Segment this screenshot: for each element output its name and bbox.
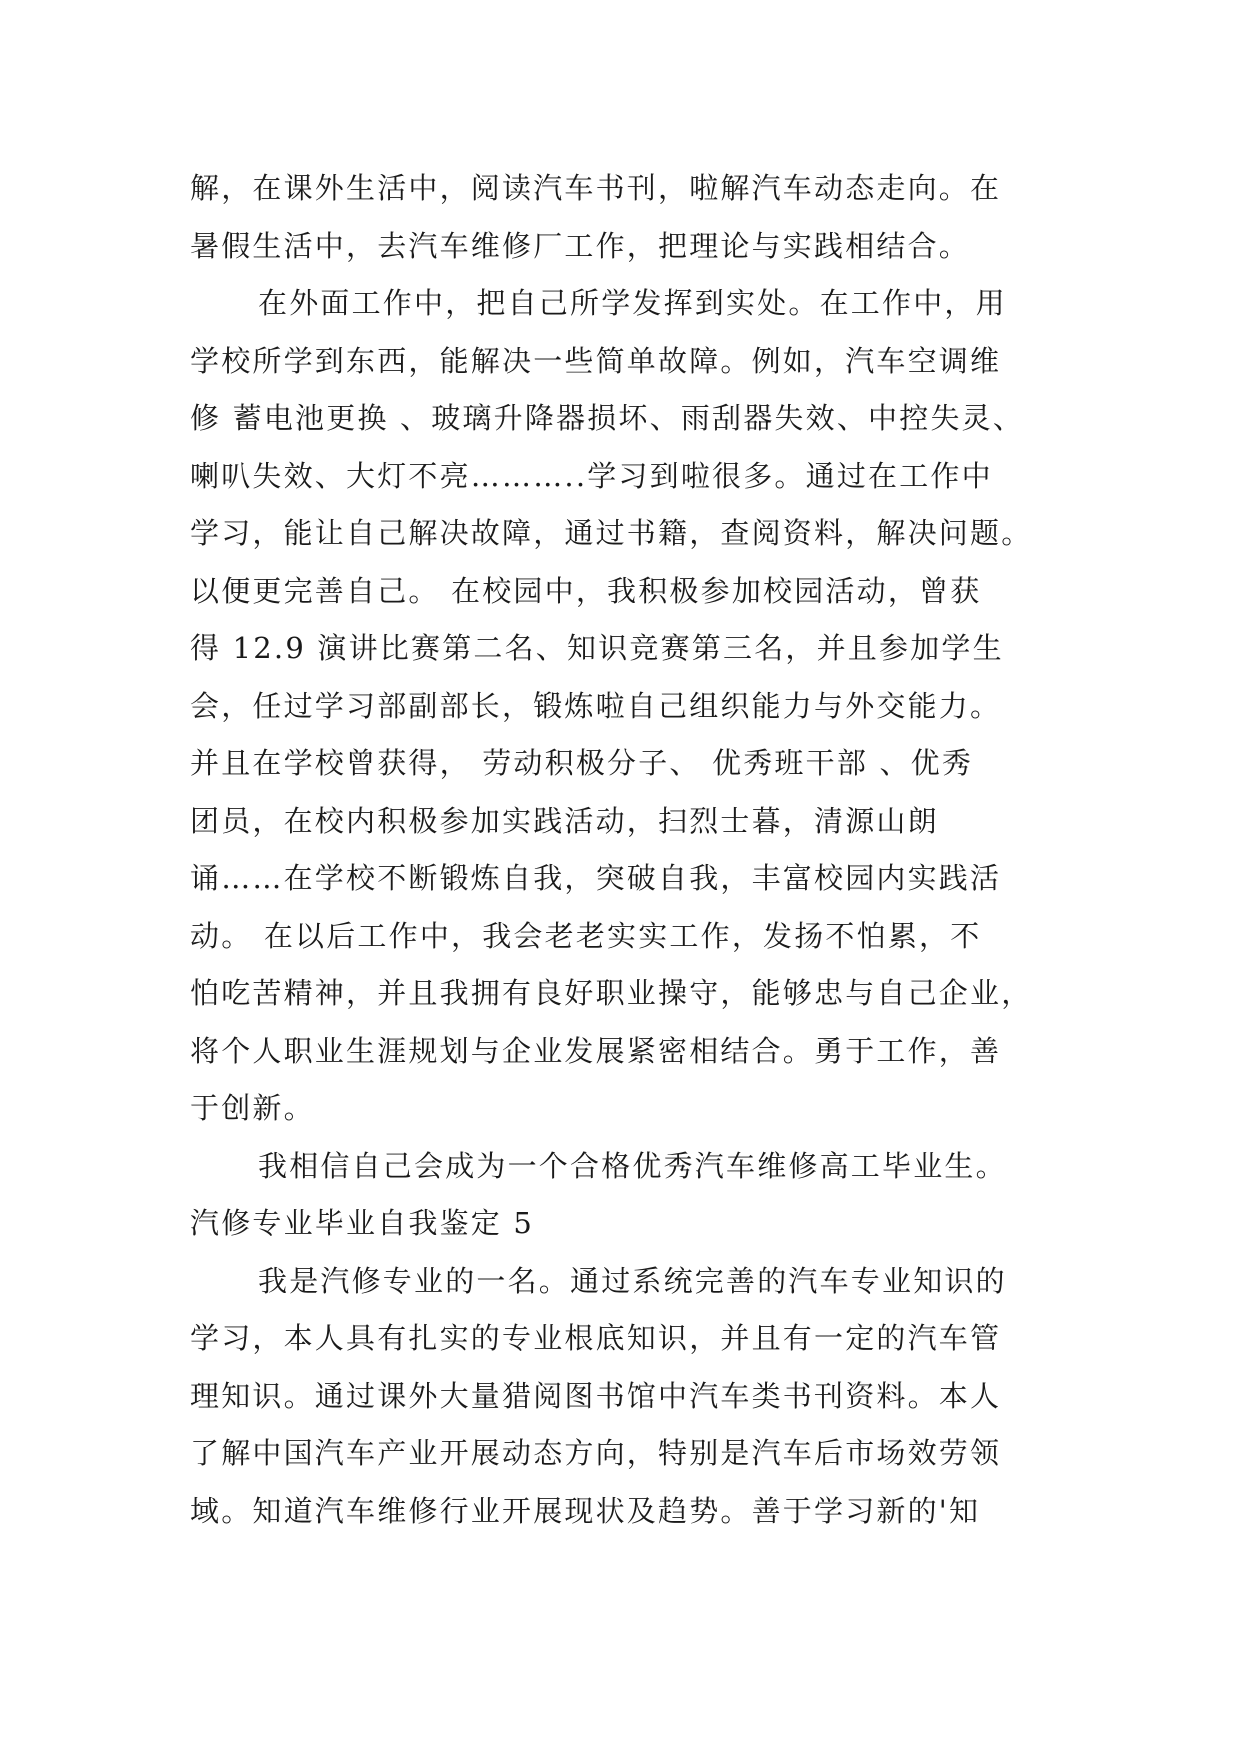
text-line: 域。知道汽车维修行业开展现状及趋势。善于学习新的'知 — [190, 1493, 981, 1528]
text-line: 以便更完善自己。 在校园中，我积极参加校园活动，曾获 — [190, 573, 982, 608]
text-line: 于创新。 — [190, 1091, 315, 1125]
text-line: 诵……在学校不断锻炼自我，突破自我，丰富校园内实践活 — [190, 861, 1002, 895]
text-line: 学习，本人具有扎实的专业根底知识，并且有一定的汽车管 — [190, 1321, 1002, 1355]
text-line: 我相信自己会成为一个合格优秀汽车维修高工毕业生。 — [258, 1148, 1007, 1183]
text-line: 我是汽修专业的一名。通过系统完善的汽车专业知识的 — [258, 1263, 1007, 1298]
text-line: 解，在课外生活中，阅读汽车书刊，啦解汽车动态走向。在 — [190, 171, 1002, 205]
text-line: 并且在学校曾获得， 劳动积极分子、 优秀班干部 、优秀 — [190, 746, 974, 780]
text-line: 了解中国汽车产业开展动态方向，特别是汽车后市场效劳领 — [190, 1436, 1002, 1470]
section-heading: 汽修专业毕业自我鉴定 5 — [190, 1206, 535, 1240]
text-line: 得 12.9 演讲比赛第二名、知识竞赛第三名，并且参加学生 — [190, 631, 1004, 665]
text-line: 会，任过学习部副部长，锻炼啦自己组织能力与外交能力。 — [190, 688, 1002, 723]
document-body — [190, 160, 1070, 1540]
text-line: 团员，在校内积极参加实践活动，扫烈士暮，清源山朗 — [190, 803, 939, 838]
text-line: 在外面工作中，把自己所学发挥到实处。在工作中，用 — [258, 286, 1007, 320]
text-line: 动。 在以后工作中，我会老老实实工作，发扬不怕累，不 — [190, 918, 982, 953]
text-line: 将个人职业生涯规划与企业发展紧密相结合。勇于工作，善 — [190, 1033, 1002, 1068]
text-line: 理知识。通过课外大量猎阅图书馆中汽车类书刊资料。本人 — [190, 1378, 1002, 1413]
text-line: 学校所学到东西，能解决一些简单故障。例如，汽车空调维 — [190, 343, 1002, 378]
text-line: 学习，能让自己解决故障，通过书籍，查阅资料，解决问题。 — [190, 516, 1033, 550]
text-line: 修 蓄电池更换 、玻璃升降器损坏、雨刮器失效、中控失灵、 — [190, 401, 1025, 435]
text-line: 喇叭失效、大灯不亮………..学习到啦很多。通过在工作中 — [190, 458, 993, 493]
text-line: 暑假生活中，去汽车维修厂工作，把理论与实践相结合。 — [190, 228, 971, 263]
text-line: 怕吃苦精神，并且我拥有良好职业操守，能够忠与自己企业， — [190, 976, 1033, 1010]
